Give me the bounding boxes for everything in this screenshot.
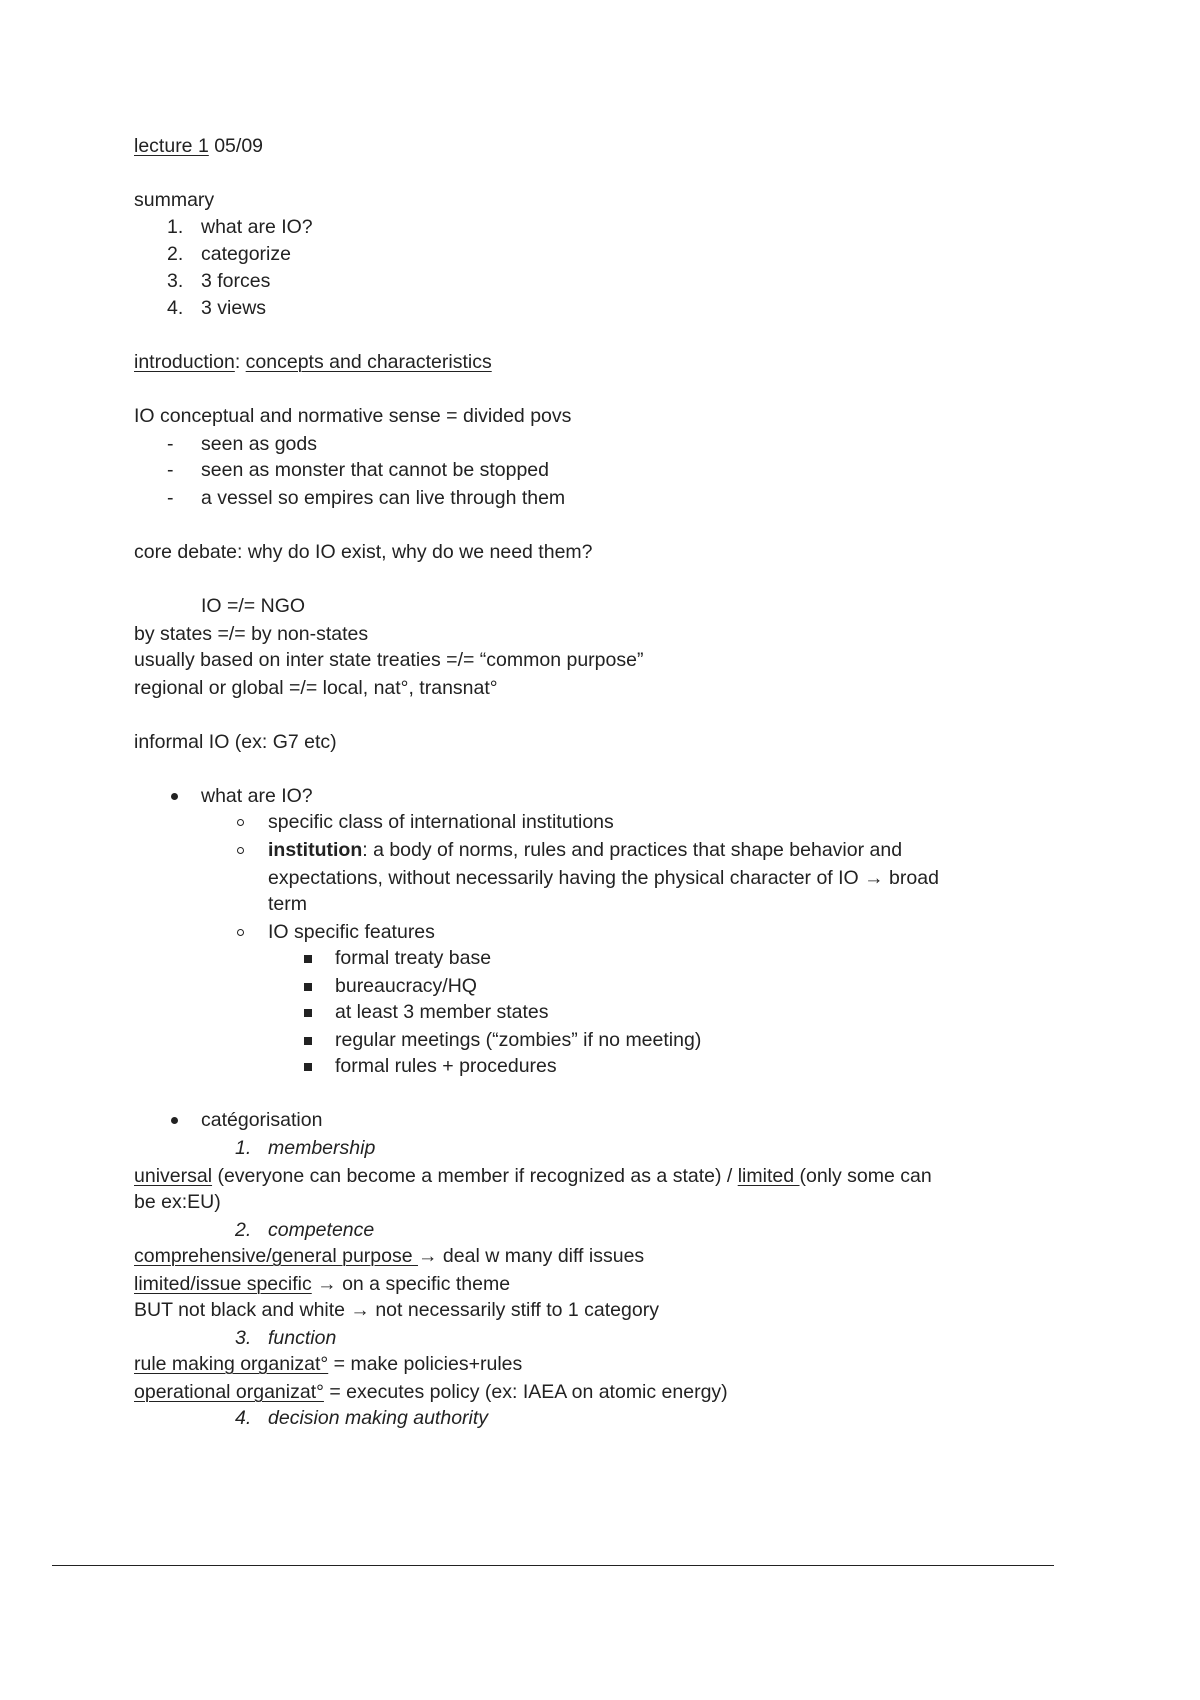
feature-item-5: formal rules + procedures bbox=[335, 1055, 557, 1077]
feature-item-2: bureaucracy/HQ bbox=[335, 975, 477, 997]
decision-label: decision making authority bbox=[268, 1407, 489, 1429]
bullet-square-icon bbox=[304, 1009, 312, 1017]
limited-text: (only some can bbox=[799, 1165, 932, 1187]
institution-line-3: term bbox=[268, 893, 307, 915]
competence-label: competence bbox=[268, 1219, 375, 1241]
function-label: function bbox=[268, 1327, 337, 1349]
membership-label: membership bbox=[268, 1137, 376, 1159]
comparison-line-3: regional or global =/= local, nat°, transnat° bbox=[134, 677, 498, 699]
pov-item-1: seen as gods bbox=[201, 433, 318, 455]
conceptual-line: IO conceptual and normative sense = divided povs bbox=[134, 405, 572, 427]
introduction-title: concepts and characteristics bbox=[245, 351, 492, 373]
membership-line-cont: be ex:EU) bbox=[134, 1191, 221, 1213]
bullet-square-icon bbox=[304, 1037, 312, 1045]
lecture-date: 05/09 bbox=[208, 135, 264, 157]
categorisation-title: catégorisation bbox=[201, 1109, 323, 1131]
universal-term: universal bbox=[134, 1165, 213, 1187]
pov-item-2: seen as monster that cannot be stopped bbox=[201, 459, 549, 481]
feature-item-3: at least 3 member states bbox=[335, 1001, 549, 1023]
cat-num-2: 2. bbox=[235, 1219, 252, 1241]
bullet-circle-icon bbox=[237, 819, 244, 826]
bullet-square-icon bbox=[304, 955, 312, 963]
summary-item-2: categorize bbox=[201, 243, 291, 265]
issue-specific-term: limited/issue specific bbox=[134, 1273, 312, 1295]
summary-item-3: 3 forces bbox=[201, 270, 271, 292]
but-line: BUT not black and white → not necessarily stiff to 1 category bbox=[134, 1299, 659, 1321]
lecture-label: lecture 1 bbox=[134, 135, 209, 157]
membership-line bbox=[134, 1163, 932, 1189]
rule-making-line bbox=[134, 1351, 522, 1377]
informal-io: informal IO (ex: G7 etc) bbox=[134, 731, 337, 753]
lecture-header bbox=[134, 133, 263, 159]
summary-item-1: what are IO? bbox=[201, 216, 313, 238]
summary-item-4: 3 views bbox=[201, 297, 267, 319]
summary-num-4: 4. bbox=[167, 297, 184, 319]
comprehensive-text: → deal w many diff issues bbox=[418, 1245, 645, 1267]
issue-specific-line bbox=[134, 1271, 510, 1297]
bullet-square-icon bbox=[304, 1063, 312, 1071]
comparison-line-2: usually based on inter state treaties =/= “common purpose” bbox=[134, 649, 644, 671]
bullet-circle-icon bbox=[237, 929, 244, 936]
issue-specific-text: → on a specific theme bbox=[311, 1273, 511, 1295]
io-sub-1: specific class of international institutions bbox=[268, 811, 614, 833]
summary-num-1: 1. bbox=[167, 216, 184, 238]
what-are-io-title: what are IO? bbox=[201, 785, 313, 807]
dash-bullet-1: - bbox=[167, 433, 174, 455]
operational-term: operational organizat° bbox=[134, 1381, 324, 1403]
institution-line-1 bbox=[268, 837, 902, 863]
cat-num-1: 1. bbox=[235, 1137, 252, 1159]
cat-num-3: 3. bbox=[235, 1327, 252, 1349]
institution-term: institution bbox=[268, 839, 363, 861]
introduction-sep: : bbox=[234, 351, 246, 373]
cat-num-4: 4. bbox=[235, 1407, 252, 1429]
pov-item-3: a vessel so empires can live through them bbox=[201, 487, 566, 509]
feature-item-4: regular meetings (“zombies” if no meeting) bbox=[335, 1029, 702, 1051]
comparison-heading: IO =/= NGO bbox=[201, 595, 306, 617]
dash-bullet-2: - bbox=[167, 459, 174, 481]
introduction-heading bbox=[134, 349, 492, 375]
comprehensive-term: comprehensive/general purpose bbox=[134, 1245, 419, 1267]
introduction-label: introduction bbox=[134, 351, 235, 373]
comparison-line-1: by states =/= by non-states bbox=[134, 623, 369, 645]
summary-num-3: 3. bbox=[167, 270, 184, 292]
comprehensive-line bbox=[134, 1243, 644, 1269]
io-features-title: IO specific features bbox=[268, 921, 435, 943]
universal-text: (everyone can become a member if recognized as a state) / bbox=[212, 1165, 738, 1187]
bullet-dot-icon bbox=[171, 1117, 178, 1124]
bullet-circle-icon bbox=[237, 847, 244, 854]
feature-item-1: formal treaty base bbox=[335, 947, 492, 969]
bullet-dot-icon bbox=[171, 793, 178, 800]
page-bottom-rule bbox=[52, 1565, 1054, 1566]
operational-text: = executes policy (ex: IAEA on atomic energy) bbox=[323, 1381, 728, 1403]
summary-title: summary bbox=[134, 189, 215, 211]
summary-num-2: 2. bbox=[167, 243, 184, 265]
core-debate: core debate: why do IO exist, why do we need them? bbox=[134, 541, 593, 563]
rule-making-text: = make policies+rules bbox=[328, 1353, 523, 1375]
operational-line bbox=[134, 1379, 728, 1405]
rule-making-term: rule making organizat° bbox=[134, 1353, 329, 1375]
institution-line-2: expectations, without necessarily having the physical character of IO → broad bbox=[268, 867, 939, 889]
bullet-square-icon bbox=[304, 983, 312, 991]
institution-def: : a body of norms, rules and practices that shape behavior and bbox=[362, 839, 903, 861]
dash-bullet-3: - bbox=[167, 487, 174, 509]
limited-term: limited bbox=[737, 1165, 800, 1187]
